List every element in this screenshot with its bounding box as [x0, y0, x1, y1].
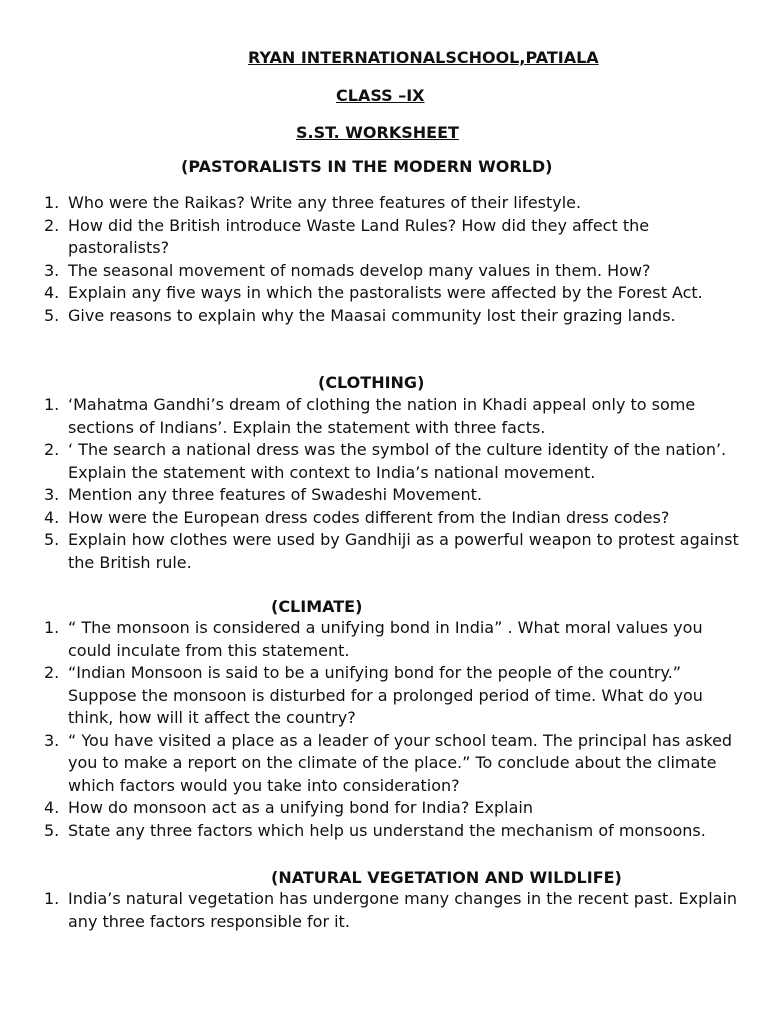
- list-item: 4. How do monsoon act as a unifying bond for India? Explain: [44, 798, 533, 817]
- list-item: 2. How did the British introduce Waste Land Rules? How did they affect the pastoralists?: [44, 215, 650, 257]
- worksheet-title: S.ST. WORKSHEET: [296, 123, 459, 142]
- list-item: 1. ‘Mahatma Gandhi’s dream of clothing the nation in Khadi appeal only to some sections of Indians’. Explain the statement with three facts.: [44, 395, 696, 437]
- list-item: 5. Give reasons to explain why the Maasai community lost their grazing lands.: [44, 305, 676, 325]
- list-item: 5. State any three factors which help us understand the mechanism of monsoons.: [44, 820, 706, 840]
- class-title: CLASS –IX: [336, 86, 425, 105]
- list-item: 1. “ The monsoon is considered a unifying bond in India” . What moral values you could inculate from this statement.: [44, 618, 703, 660]
- list-item: 1. Who were the Raikas? Write any three features of their lifestyle.: [44, 193, 582, 212]
- list-item: 3. “ You have visited a place as a leader of your school team. The principal has asked you to make a report on the climate of the place.” To conclude about the climate which factors would you take into consideration?: [44, 730, 733, 795]
- list-item: 4. Explain any five ways in which the pastoralists were affected by the Forest Act.: [44, 283, 703, 302]
- list-item: 2. “Indian Monsoon is said to be a unifying bond for the people of the country.” Suppose the monsoon is disturbed for a prolonged period of time. What do you think, how will it affect the country?: [44, 663, 703, 727]
- section-heading-natural-vegetation: (NATURAL VEGETATION AND WILDLIFE): [271, 868, 622, 887]
- list-item: 2. ‘ The search a national dress was the symbol of the culture identity of the nation’. Explain the statement with context to India’s national movement.: [44, 440, 727, 482]
- section-heading-climate: (CLIMATE): [271, 597, 363, 616]
- list-item: 3. Mention any three features of Swadeshi Movement.: [44, 485, 483, 504]
- clothing-question-list: [0, 394, 740, 574]
- list-item: 3. The seasonal movement of nomads develop many values in them. How?: [44, 260, 651, 280]
- vegetation-question-list: [0, 888, 740, 933]
- list-item: 4. How were the European dress codes different from the Indian dress codes?: [44, 507, 670, 527]
- pastoralists-question-list: [0, 192, 740, 327]
- section-heading-clothing: (CLOTHING): [318, 373, 425, 392]
- topic-title: (PASTORALISTS IN THE MODERN WORLD): [181, 157, 553, 176]
- list-item: 5. Explain how clothes were used by Gandhiji as a powerful weapon to protest against the British rule.: [44, 530, 739, 572]
- list-item: 1. India’s natural vegetation has undergone many changes in the recent past. Explain any three factors responsible for it.: [44, 889, 738, 931]
- climate-question-list: [0, 617, 740, 842]
- school-title: RYAN INTERNATIONALSCHOOL,PATIALA: [248, 48, 599, 67]
